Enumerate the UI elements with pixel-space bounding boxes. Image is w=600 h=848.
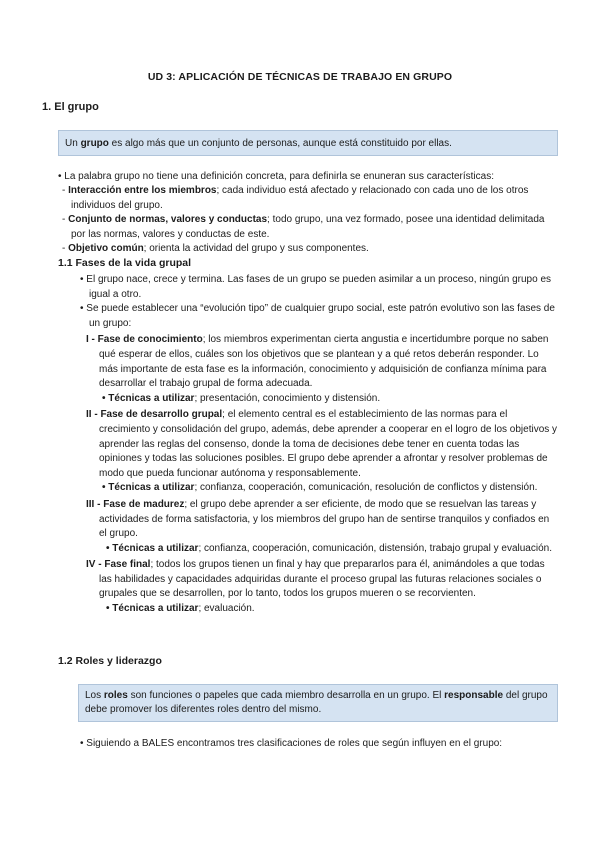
box-bold-term: grupo [80,138,109,149]
list-item: - Interacción entre los miembros; cada individuo está afectado y relacionado con cada uno de los otros individuos del grupo. [62,185,529,211]
fases-content [80,273,558,617]
subsection-heading-fases: 1.1 Fases de la vida grupal [58,257,192,269]
phase-item: IV - Fase final; todos los grupos tienen un final y hay que prepararlos para él, animándoles a que todas las habilidades y capacidades adquiridas durante el proceso grupal las futuras relaciones sociales o grupales que se desarrollen, por lo tanto, todos los grupos mueren o se recorvienten. • Técnicas a utilizar; evaluación. [86,558,558,616]
paragraph-intro: • La palabra grupo no tiene una definición concreta, para definirla se enuneran sus características: [58,171,494,182]
phase-item: III - Fase de madurez; el grupo debe aprender a ser eficiente, de modo que se resuelvan las tareas y actividades de forma satisfactoria, y los miembros del grupo han de sentirse tranquilos y confiados en el grupo. • Técnicas a utilizar; confianza, cooperación, comunicación, distensión, trabajo grupal y evaluación. [86,498,558,556]
bullet-paragraph: • El grupo nace, crece y termina. Las fases de un grupo se pueden asimilar a un proceso, ningún grupo es igual a otro. [80,274,552,300]
techniques-line: • Técnicas a utilizar; confianza, cooperación, comunicación, distensión, trabajo grupal y evaluación. [106,542,552,554]
techniques-line: • Técnicas a utilizar; presentación, conocimiento y distensión. [102,392,381,404]
definition-box-grupo [58,130,558,156]
bullet-paragraph: • Se puede establecer una “evolución tipo” de cualquier grupo social, este patrón evolutivo son las fases de un grupo: [80,303,555,329]
techniques-line: • Técnicas a utilizar; evaluación. [106,603,255,615]
phase-item: I - Fase de conocimiento; los miembros experimentan cierta angustia e incertidumbre porque no saben qué esperar de ellos, cuáles son los objetivos que se plantean y a qué retos deberán responder. Lo más importante de esta fase es la información, conocimiento y adquisición de confianza mínima para desarrollar el trabajo grupal de forma adecuada. • Técnicas a utilizar; presentación, conocimiento y distensión. [86,333,558,406]
list-item: - Objetivo común; orienta la actividad del grupo y sus componentes. [62,243,369,255]
subsection-heading-roles: 1.2 Roles y liderazgo [58,655,162,667]
document-title: UD 3: APLICACIÓN DE TÉCNICAS DE TRABAJO EN GRUPO [147,71,453,83]
section-heading-el-grupo: 1. El grupo [42,101,99,113]
box-text: es algo más que un conjunto de personas, aunque está constituido por ellas. [108,138,452,149]
phase-item: II - Fase de desarrollo grupal; el elemento central es el establecimiento de las normas para el crecimiento y consolidación del grupo, además, debe aprender a cooperar en el logro de los objetivos y aprender las reglas del consenso, donde la toma de decisiones debe tener en cuenta todas las opiniones y todas las soluciones posibles. El grupo debe aprender a afrontar y resolver problemas de modo que pueda funcionar autónoma y responsablemente. • Técnicas a utilizar; confianza, cooperación, comunicación, resolución de conflictos y distensión. [86,408,558,496]
techniques-line: • Técnicas a utilizar; confianza, cooperación, comunicación, resolución de conflictos y distensión. [102,482,538,494]
definition-box-roles: Los roles son funciones o papeles que cada miembro desarrolla en un grupo. El responsable del grupo debe promover los diferentes roles dentro del mismo. [78,684,558,722]
box-text: Un [65,138,81,149]
list-item: - Conjunto de normas, valores y conductas; todo grupo, una vez formado, posee una identidad delimitada por las normas, valores y conductas de este. [62,214,545,240]
characteristics-list [62,184,558,257]
bullet-paragraph-bales: • Siguiendo a BALES encontramos tres clasificaciones de roles que según influyen en el grupo: [80,738,503,749]
